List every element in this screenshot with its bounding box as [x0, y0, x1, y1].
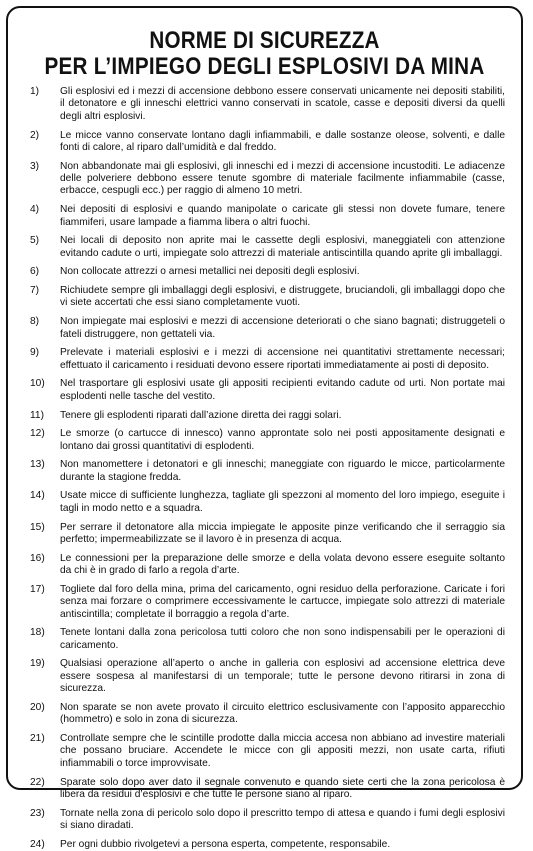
- rule-number: 7): [30, 285, 40, 297]
- rule-number: 23): [30, 807, 45, 819]
- rule-text: Per serrare il detonatore alla miccia impiegate le apposite pinze verificando che il serraggio sia perfetto; impermeabilizzate se il lavoro è in presenza di acqua.: [60, 521, 505, 545]
- rule-text: Qualsiasi operazione all’aperto o anche in galleria con esplosivi ad accensione elettrica deve essere sospesa al manifestarsi di un temporale; tutte le persone devono ritirarsi in zona di sicurezza.: [60, 658, 505, 695]
- rule-number: 21): [30, 733, 45, 744]
- rule-text: Le micce vanno conservate lontano dagli infiammabili, e dalle sostanze oleose, solventi, e dalle fonti di calore, al riparo dall’umidità e dal freddo.: [60, 129, 505, 153]
- rule-item: [30, 658, 505, 695]
- rule-text: Per ogni dubbio rivolgetevi a persona esperta, competente, responsabile.: [60, 838, 391, 850]
- rule-item: [30, 347, 505, 372]
- rule-text: Sparate solo dopo aver dato il segnale convenuto e quando siete certi che la zona pericolosa è libera da residui d’esplosivi e che tutte le persone siano al riparo.: [60, 776, 505, 800]
- rule-number: 9): [30, 347, 40, 359]
- rule-item: [30, 378, 505, 403]
- rule-item: [30, 702, 505, 727]
- rule-number: 1): [30, 86, 40, 97]
- rule-item: [30, 553, 505, 578]
- rule-text: Gli esplosivi ed i mezzi di accensione debbono essere conservati unicamente nei depositi stabiliti, il detonatore e gli inneschi elettrici vanno conservati in scatole, casse e depositi diversi da quelli degli altri esplosivi.: [60, 86, 505, 122]
- rule-number: 5): [30, 235, 40, 247]
- rule-item: [30, 204, 505, 229]
- rule-number: 11): [30, 409, 44, 421]
- rule-number: 4): [30, 204, 40, 216]
- rule-text: Nei locali di deposito non aprite mai le cassette degli esplosivi, maneggiateli con attenzione evitando cadute o urti, impiegate solo attrezzi di materiale antiscintilla quando aprite gli imballaggi.: [60, 235, 505, 259]
- rule-number: 15): [30, 521, 45, 533]
- rule-text: Tornate nella zona di pericolo solo dopo il prescritto tempo di attesa e quando i fumi degli esplosivi si siano diradati.: [60, 807, 505, 832]
- rule-item: [30, 733, 505, 770]
- rule-text: Non manomettere i detonatori e gli inneschi; maneggiate con riguardo le micce, particolarmente durante la stagione fredda.: [60, 459, 505, 483]
- rule-item: [30, 235, 505, 260]
- rule-item: [30, 808, 505, 833]
- rule-number: 19): [30, 658, 45, 670]
- rule-item: [30, 627, 505, 652]
- title-line-1: NORME DI SICUREZZA: [149, 27, 380, 54]
- rule-number: 24): [30, 838, 45, 850]
- rule-number: 22): [30, 776, 45, 788]
- rule-number: 8): [30, 316, 40, 328]
- rule-number: 13): [30, 459, 45, 471]
- rule-number: 10): [30, 378, 45, 390]
- rule-text: Richiudete sempre gli imballaggi degli esplosivi, e distruggete, bruciandoli, gli imballaggi dopo che vi siete accertati che essi siano completamente vuoti.: [60, 285, 505, 309]
- rule-text: Nei depositi di esplosivi e quando manipolate o caricate gli stessi non dovete fumare, tenere fiammiferi, usare lampade a fiamma libera o altri fuochi.: [60, 204, 505, 228]
- rule-item: [30, 839, 505, 851]
- rule-number: 6): [30, 266, 40, 278]
- rule-item: [30, 316, 505, 341]
- rule-number: 17): [30, 583, 45, 595]
- rule-item: [30, 86, 505, 123]
- rule-number: 2): [30, 129, 40, 141]
- rule-item: [30, 490, 505, 515]
- rule-text: Le smorze (o cartucce di innesco) vanno approntate solo nei posti appositamente designati e lontano dai grossi quantitativi di esplodenti.: [60, 428, 505, 452]
- rule-text: Le connessioni per la preparazione delle smorze e della volata devono essere eseguite soltanto da chi è in grado di farlo a regola d’arte.: [60, 552, 505, 577]
- rule-item: [30, 130, 505, 155]
- rule-item: [30, 428, 505, 453]
- rule-item: [30, 459, 505, 484]
- rule-number: 14): [30, 490, 45, 502]
- rule-text: Non impiegate mai esplosivi e mezzi di accensione deteriorati o che siano bagnati; distruggeteli o fateli distruggere, non gettateli via.: [60, 316, 505, 340]
- rule-text: Togliete dal foro della mina, prima del caricamento, ogni residuo della perforazione. Caricate i fori senza mai forzare o comprimere eccessivamente le cartucce, impiegate solo attrezzi di materiale antiscintilla; completate il borraggio a regola d’arte.: [60, 583, 505, 620]
- rule-text: Nel trasportare gli esplosivi usate gli appositi recipienti evitando cadute od urti. Non portate mai esplodenti nelle tasche del vestito.: [60, 378, 505, 402]
- rule-text: Usate micce di sufficiente lunghezza, tagliate gli spezzoni al momento del loro impiego, eseguite i tagli in modo netto e a squadra.: [60, 490, 505, 514]
- rule-number: 16): [30, 552, 45, 564]
- safety-sign: [6, 6, 523, 850]
- rule-text: Tenere gli esplodenti riparati dall’azione diretta dei raggi solari.: [60, 409, 342, 421]
- rule-text: Tenete lontani dalla zona pericolosa tutti coloro che non sono indispensabili per le operazioni di caricamento.: [60, 627, 505, 651]
- rule-text: Non abbandonate mai gli esplosivi, gli inneschi ed i mezzi di accensione incustoditi. Le adiacenze delle polveriere debbono essere tenute sgombre di materiale facilmente infiammabile (casse, erbacce, cespugli ecc.) per raggio di almeno 10 metri.: [60, 160, 505, 197]
- rule-item: [30, 266, 505, 278]
- rule-text: Non collocate attrezzi o arnesi metallici nei depositi degli esplosivi.: [60, 266, 360, 278]
- rule-text: Controllate sempre che le scintille prodotte dalla miccia accesa non abbiano ad investire materiali che possano bruciare. Accendete le micce con gli appositi mezzi, non usate carta, rifiuti infiammabili o torce improvvisate.: [60, 733, 505, 769]
- rule-number: 20): [30, 701, 45, 713]
- rule-text: Prelevate i materiali esplosivi e i mezzi di accensione nei quantitativi strettamente necessari; effettuato il caricamento i residuati devono essere riportati immediatamente ai posti di deposito.: [60, 347, 505, 371]
- title-line-2: PER L’IMPIEGO DEGLI ESPLOSIVI DA MINA: [44, 53, 485, 80]
- rule-item: [30, 777, 505, 802]
- rule-item: [30, 584, 505, 621]
- sign-title: [8, 28, 521, 80]
- rule-item: [30, 161, 505, 198]
- rule-number: 12): [30, 428, 45, 440]
- rule-number: 3): [30, 160, 40, 172]
- rule-item: [30, 285, 505, 310]
- rule-item: [30, 410, 505, 422]
- rule-number: 18): [30, 627, 45, 639]
- rule-text: Non sparate se non avete provato il circuito elettrico esclusivamente con l’apposito apparecchio (hommetro) e solo in zona di sicurezza.: [60, 701, 505, 726]
- rules-list: [8, 86, 521, 851]
- rule-item: [30, 522, 505, 547]
